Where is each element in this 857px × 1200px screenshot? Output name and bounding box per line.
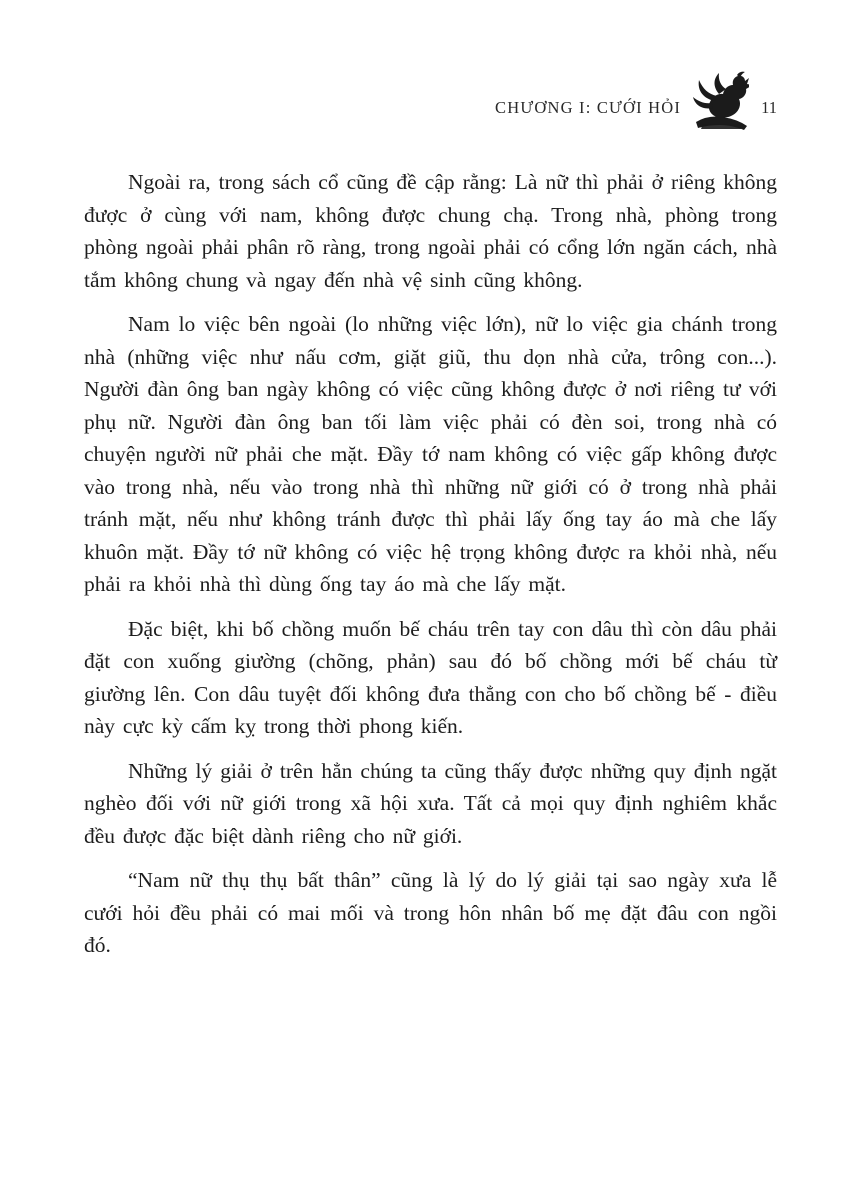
paragraph: Đặc biệt, khi bố chồng muốn bế cháu trên tay con dâu thì còn dâu phải đặt con xuống giường (chõng, phản) sau đó bố chồng mới bế cháu từ giường lên. Con dâu tuyệt đối không đưa thẳng con cho bố chồng bế - điều này cực kỳ cấm kỵ trong thời phong kiến. <box>84 616 777 738</box>
page-header <box>84 70 777 132</box>
paragraph: Nam lo việc bên ngoài (lo những việc lớn), nữ lo việc gia chánh trong nhà (những việc như nấu cơm, giặt giũ, thu dọn nhà cửa, trông con...). Người đàn ông ban ngày không có việc cũng không được ở nơi riêng tư với phụ nữ. Người đàn ông ban tối làm việc phải có đèn soi, trong nhà có chuyện người nữ phải che mặt. Đầy tớ nam không có việc gấp không được vào trong nhà, nếu vào trong nhà thì những nữ giới có ở trong nhà phải tránh mặt, nếu như không tránh được thì phải lấy ống tay áo mà che lấy khuôn mặt. Đầy tớ nữ không có việc hệ trọng không được ra khỏi nhà, nếu phải ra khỏi nhà thì dùng ống tay áo mà che lấy mặt. <box>84 312 777 596</box>
page-number: 11 <box>761 98 777 117</box>
paragraph: “Nam nữ thụ thụ bất thân” cũng là lý do lý giải tại sao ngày xưa lễ cưới hỏi đều phải có mai mối và trong hôn nhân bố mẹ đặt đâu con ngồi đó. <box>84 868 777 957</box>
page-body <box>84 166 777 962</box>
phoenix-bird-icon <box>693 70 749 132</box>
chapter-title: CHƯƠNG I: CƯỚI HỎI <box>495 98 682 117</box>
paragraph: Ngoài ra, trong sách cổ cũng đề cập rằng: Là nữ thì phải ở riêng không được ở cùng với nam, không được chung chạ. Trong nhà, phòng trong phòng ngoài phải phân rõ ràng, trong ngoài phải có cổng lớn ngăn cách, nhà tắm không chung và ngay đến nhà vệ sinh cũng không. <box>84 170 777 292</box>
paragraph: Những lý giải ở trên hẳn chúng ta cũng thấy được những quy định ngặt nghèo đối với nữ giới trong xã hội xưa. Tất cả mọi quy định nghiêm khắc đều được đặc biệt dành riêng cho nữ giới. <box>84 758 777 848</box>
